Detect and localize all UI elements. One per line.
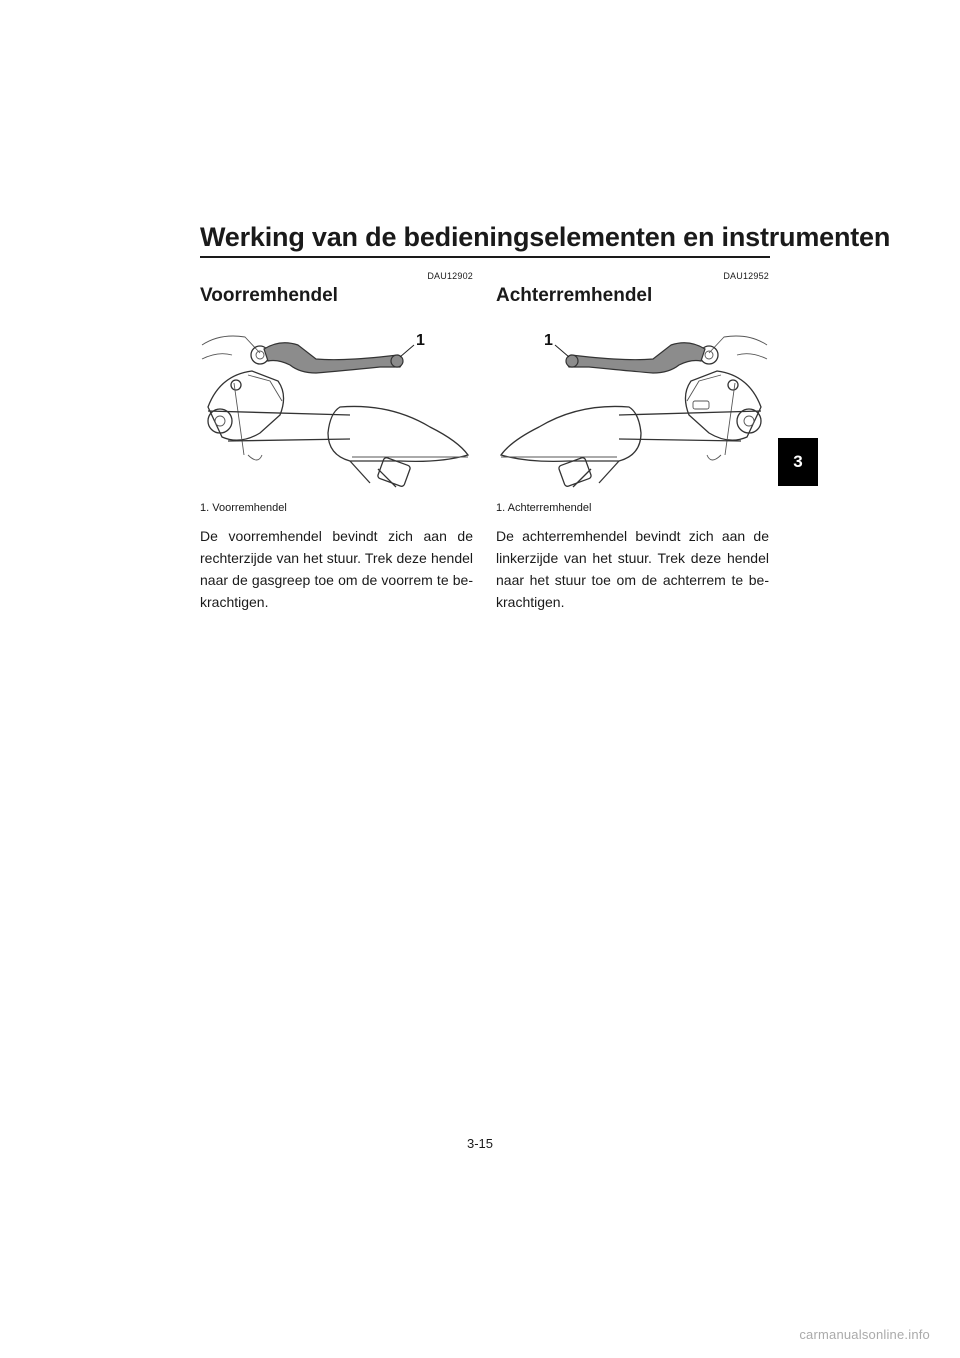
callout-number: 1 — [544, 332, 553, 349]
header-rule — [200, 256, 770, 258]
section-title: Achterremhendel — [496, 285, 653, 306]
section-body: De achterremhendel bevindt zich aan de linkerzijde van het stuur. Trek deze hendel naar het stuur toe om de achterrem te be-krachtigen. — [496, 528, 769, 610]
rear-brake-lever-illustration — [496, 315, 769, 490]
figure-caption: 1. Voorremhendel — [200, 502, 287, 514]
watermark: carmanualsonline.info — [799, 1327, 930, 1342]
chapter-tab — [778, 438, 818, 486]
section-code: DAU12952 — [723, 271, 769, 281]
chapter-tab-label: 3 — [793, 452, 803, 471]
figure-caption: 1. Achterremhendel — [496, 502, 592, 514]
front-brake-lever-illustration — [200, 315, 473, 490]
page-header-title: Werking van de bedieningselementen en instrumenten — [200, 222, 891, 252]
page-number: 3-15 — [466, 1136, 494, 1151]
section-title: Voorremhendel — [200, 285, 338, 306]
callout-number: 1 — [416, 332, 425, 349]
section-rear-brake-lever — [496, 270, 769, 627]
section-code: DAU12902 — [427, 271, 473, 281]
section-front-brake-lever — [200, 270, 473, 627]
section-body: De voorremhendel bevindt zich aan de rechterzijde van het stuur. Trek deze hendel naar de gasgreep toe om de voorrem te be-krachtigen. — [200, 528, 473, 610]
